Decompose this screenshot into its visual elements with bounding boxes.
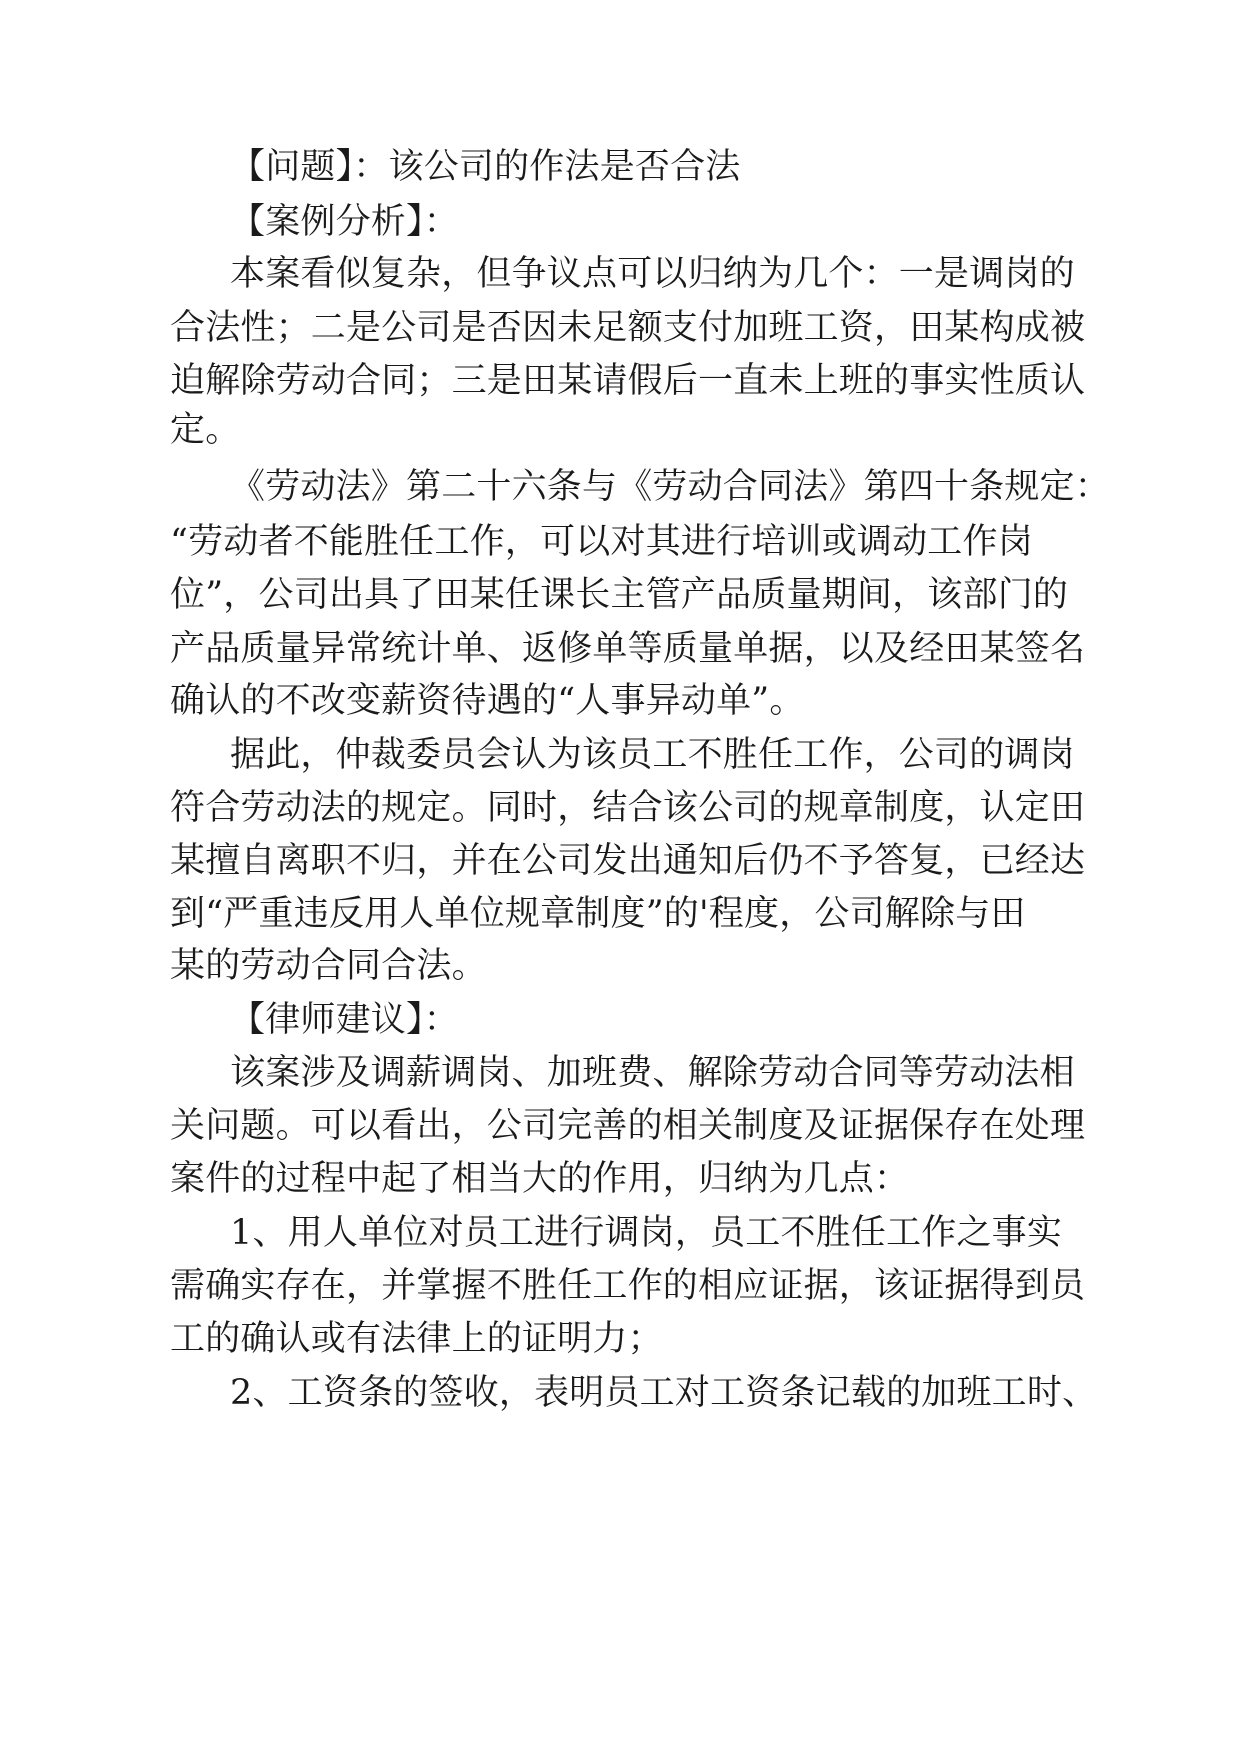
- text-line: 某擅自离职不归，并在公司发出通知后仍不予答复，已经达: [170, 841, 1086, 881]
- list-item-1: 1、用人单位对员工进行调岗，员工不胜任工作之事实: [230, 1213, 1063, 1253]
- text-line-heading-lawyer-advice: 【律师建议】：: [230, 1000, 459, 1040]
- text-line: 工的确认或有法律上的证明力；: [170, 1319, 663, 1359]
- text-line: 确认的不改变薪资待遇的“人事异动单”。: [170, 681, 805, 721]
- text-line: 符合劳动法的规定。同时，结合该公司的规章制度，认定田: [170, 788, 1086, 828]
- text-line: 迫解除劳动合同；三是田某请假后一直未上班的事实性质认: [170, 361, 1086, 401]
- text-line: 产品质量异常统计单、返修单等质量单据，以及经田某签名: [170, 629, 1086, 669]
- text-line: 合法性；二是公司是否因未足额支付加班工资，田某构成被: [170, 308, 1086, 348]
- text-line: 到“严重违反用人单位规章制度”的'程度，公司解除与田: [170, 894, 1026, 934]
- text-line: 关问题。可以看出，公司完善的相关制度及证据保存在处理: [170, 1106, 1086, 1146]
- text-line: 《劳动法》第二十六条与《劳动合同法》第四十条规定：: [230, 467, 1111, 507]
- text-line: 定。: [170, 410, 241, 450]
- text-line: 本案看似复杂，但争议点可以归纳为几个：一是调岗的: [230, 254, 1075, 294]
- text-line: “劳动者不能胜任工作，可以对其进行培训或调动工作岗: [170, 522, 1033, 562]
- list-item-2: 2、工资条的签收，表明员工对工资条记载的加班工时、: [230, 1373, 1098, 1413]
- text-line: 某的劳动合同合法。: [170, 946, 487, 986]
- text-line-question: 【问题】：该公司的作法是否合法: [230, 147, 741, 187]
- text-line: 该案涉及调薪调岗、加班费、解除劳动合同等劳动法相: [230, 1053, 1075, 1093]
- text-line: 需确实存在，并掌握不胜任工作的相应证据，该证据得到员: [170, 1266, 1086, 1306]
- text-line: 案件的过程中起了相当大的作用，归纳为几点：: [170, 1159, 910, 1199]
- text-line: 位”，公司出具了田某任课长主管产品质量期间，该部门的: [170, 575, 1069, 615]
- text-line: 据此，仲裁委员会认为该员工不胜任工作，公司的调岗: [230, 735, 1075, 775]
- text-line-heading-case-analysis: 【案例分析】：: [230, 202, 459, 242]
